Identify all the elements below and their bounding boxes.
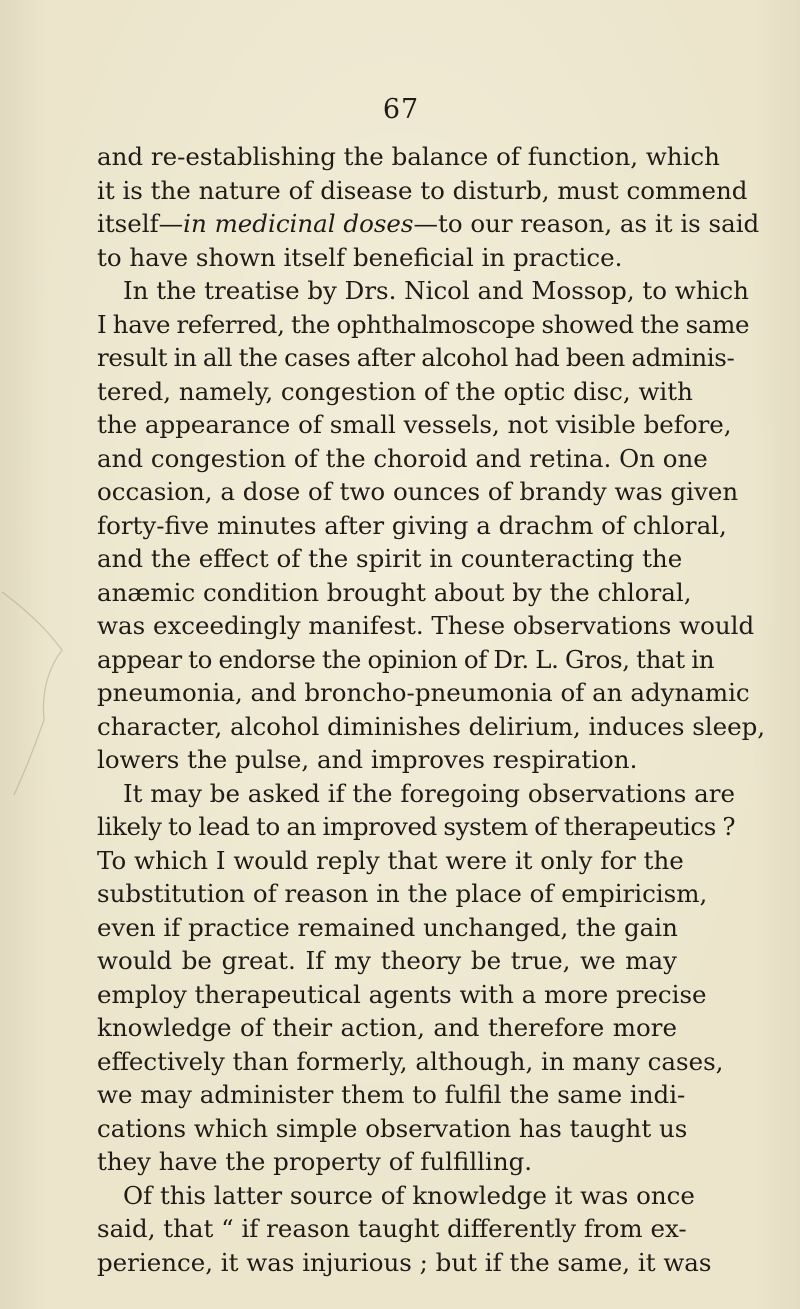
text-line: to have shown itself beneficial in practice.	[97, 242, 623, 272]
text-fragment: itself—	[97, 209, 184, 238]
text-line: employ therapeutical agents with a more precise	[97, 979, 707, 1009]
text-line: we may administer them to fulfil the same indi-	[97, 1080, 686, 1109]
text-line: To which I would reply that were it only for the	[97, 845, 684, 875]
text-line: occasion, a dose of two ounces of brandy was given	[97, 477, 739, 506]
page-crease-mark	[0, 580, 70, 840]
text-line: tered, namely, congestion of the optic disc, with	[97, 376, 693, 406]
text-fragment: —to our reason, as it is said	[413, 209, 760, 238]
text-line: they have the property of fulfilling.	[97, 1147, 533, 1176]
text-line: even if practice remained unchanged, the gain	[97, 912, 678, 942]
text-line: pneumonia, and broncho-pneumonia of an adynamic	[97, 678, 750, 707]
paragraph-start-line: In the treatise by Drs. Nicol and Mossop, to which	[123, 276, 749, 305]
page-number: 67	[382, 94, 420, 125]
text-line: effectively than formerly, although, in many cases,	[97, 1046, 724, 1076]
text-line	[97, 207, 760, 241]
text-line: cations which simple observation has taught us	[97, 1113, 688, 1143]
text-line: I have referred, the ophthalmoscope showed the same	[97, 309, 750, 339]
text-line: anæmic condition brought about by the chloral,	[97, 577, 692, 607]
text-line: and re-establishing the balance of function, which	[97, 142, 720, 171]
italic-phrase: in medicinal doses	[183, 209, 414, 238]
text-line: and the effect of the spirit in counteracting the	[97, 544, 683, 573]
paragraph-start-line: It may be asked if the foregoing observations are	[123, 778, 735, 808]
text-line: knowledge of their action, and therefore more	[97, 1013, 677, 1042]
text-line: result in all the cases after alcohol had been adminis-	[97, 343, 735, 372]
text-line: and congestion of the choroid and retina. On one	[97, 443, 708, 473]
text-line: forty-five minutes after giving a drachm of chloral,	[97, 510, 727, 540]
text-line: lowers the pulse, and improves respiration.	[97, 745, 638, 774]
paragraph-start-line: Of this latter source of knowledge it was once	[123, 1180, 695, 1210]
text-line: appear to endorse the opinion of Dr. L. Gros, that in	[97, 644, 715, 674]
text-line: the appearance of small vessels, not visible before,	[97, 410, 732, 439]
text-line: character, alcohol diminishes delirium, induces sleep,	[97, 711, 766, 741]
text-line: likely to lead to an improved system of therapeutics ?	[97, 812, 736, 841]
text-line: would be great. If my theory be true, we may	[97, 946, 677, 975]
text-line: said, that “ if reason taught differently from ex-	[97, 1214, 687, 1243]
text-line: perience, it was injurious ; but if the same, it was	[97, 1247, 712, 1277]
text-line: it is the nature of disease to disturb, must commend	[97, 175, 748, 205]
text-line: was exceedingly manifest. These observations would	[97, 611, 755, 640]
body-text	[97, 140, 766, 1279]
text-line: substitution of reason in the place of empiricism,	[97, 879, 708, 908]
